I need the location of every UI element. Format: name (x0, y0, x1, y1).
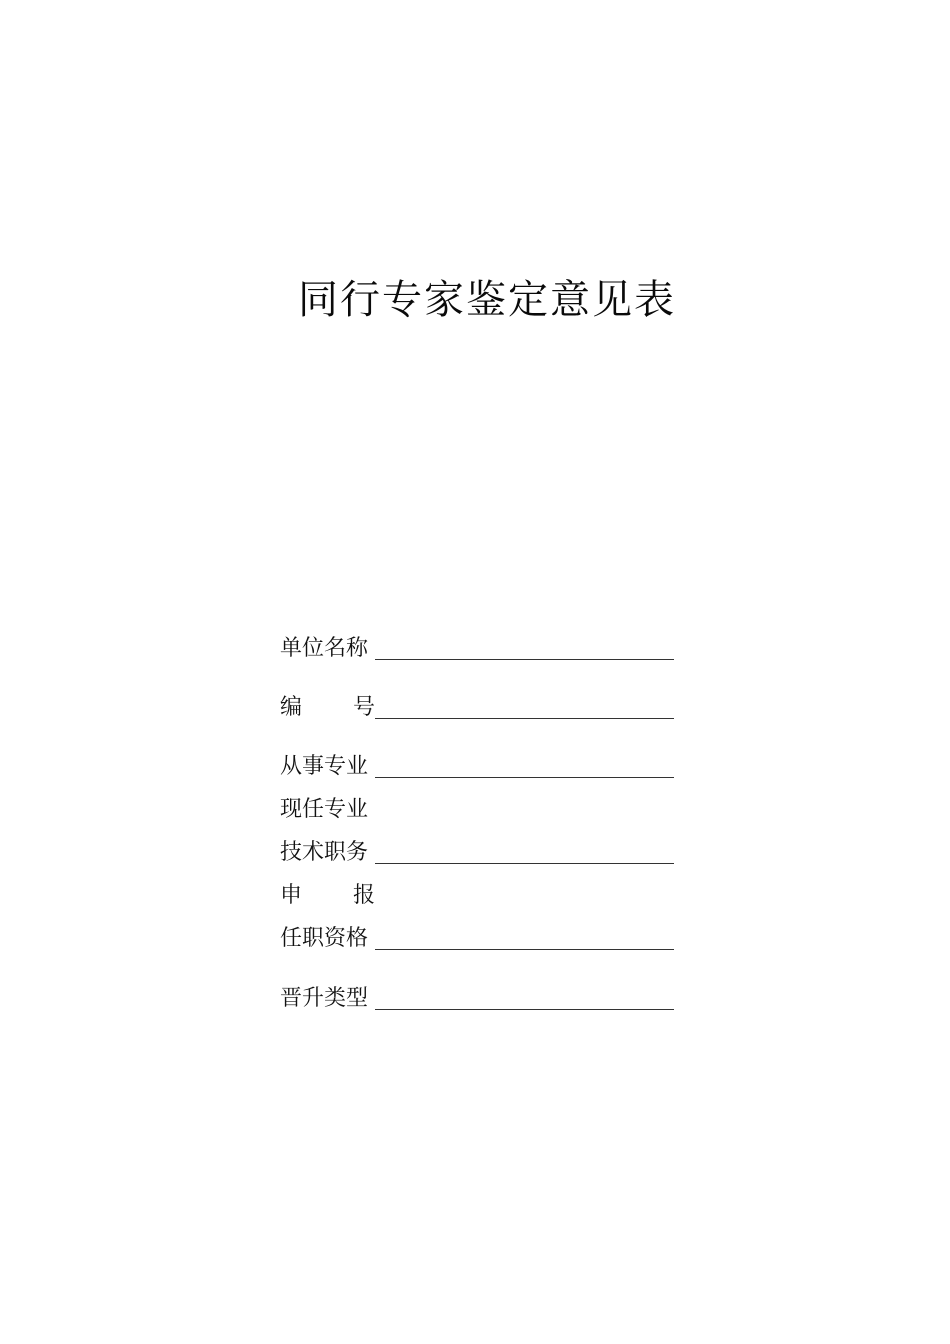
field-tech-position (280, 837, 674, 867)
field-label-number-right: 号 (352, 695, 375, 720)
field-unit-name (280, 633, 674, 663)
field-label-number (280, 694, 375, 722)
field-line-tech-position[interactable] (375, 863, 674, 864)
field-current-major (280, 751, 674, 781)
document-title: 同行专家鉴定意见表 (298, 277, 676, 323)
field-current-title-major (280, 794, 375, 824)
field-line-qualification[interactable] (375, 949, 674, 950)
field-label-promotion-type: 晋升类型 (280, 986, 369, 1011)
field-line-current-major[interactable] (375, 777, 674, 778)
field-label-apply (280, 882, 375, 910)
field-qualification (280, 923, 674, 953)
field-line-unit-name[interactable] (375, 659, 674, 660)
field-number (280, 692, 674, 722)
field-apply (280, 880, 375, 910)
field-label-qualification: 任职资格 (280, 926, 369, 951)
field-label-current-title-major: 现任专业 (280, 797, 369, 822)
field-label-apply-right: 报 (352, 883, 375, 908)
field-label-tech-position: 技术职务 (280, 840, 369, 865)
field-label-unit-name: 单位名称 (280, 636, 369, 661)
field-label-current-major: 从事专业 (280, 754, 369, 779)
field-line-number[interactable] (375, 718, 674, 719)
field-label-number-left: 编 (280, 695, 303, 720)
field-line-promotion-type[interactable] (375, 1009, 674, 1010)
field-label-apply-left: 申 (280, 883, 303, 908)
field-promotion-type (280, 983, 674, 1013)
